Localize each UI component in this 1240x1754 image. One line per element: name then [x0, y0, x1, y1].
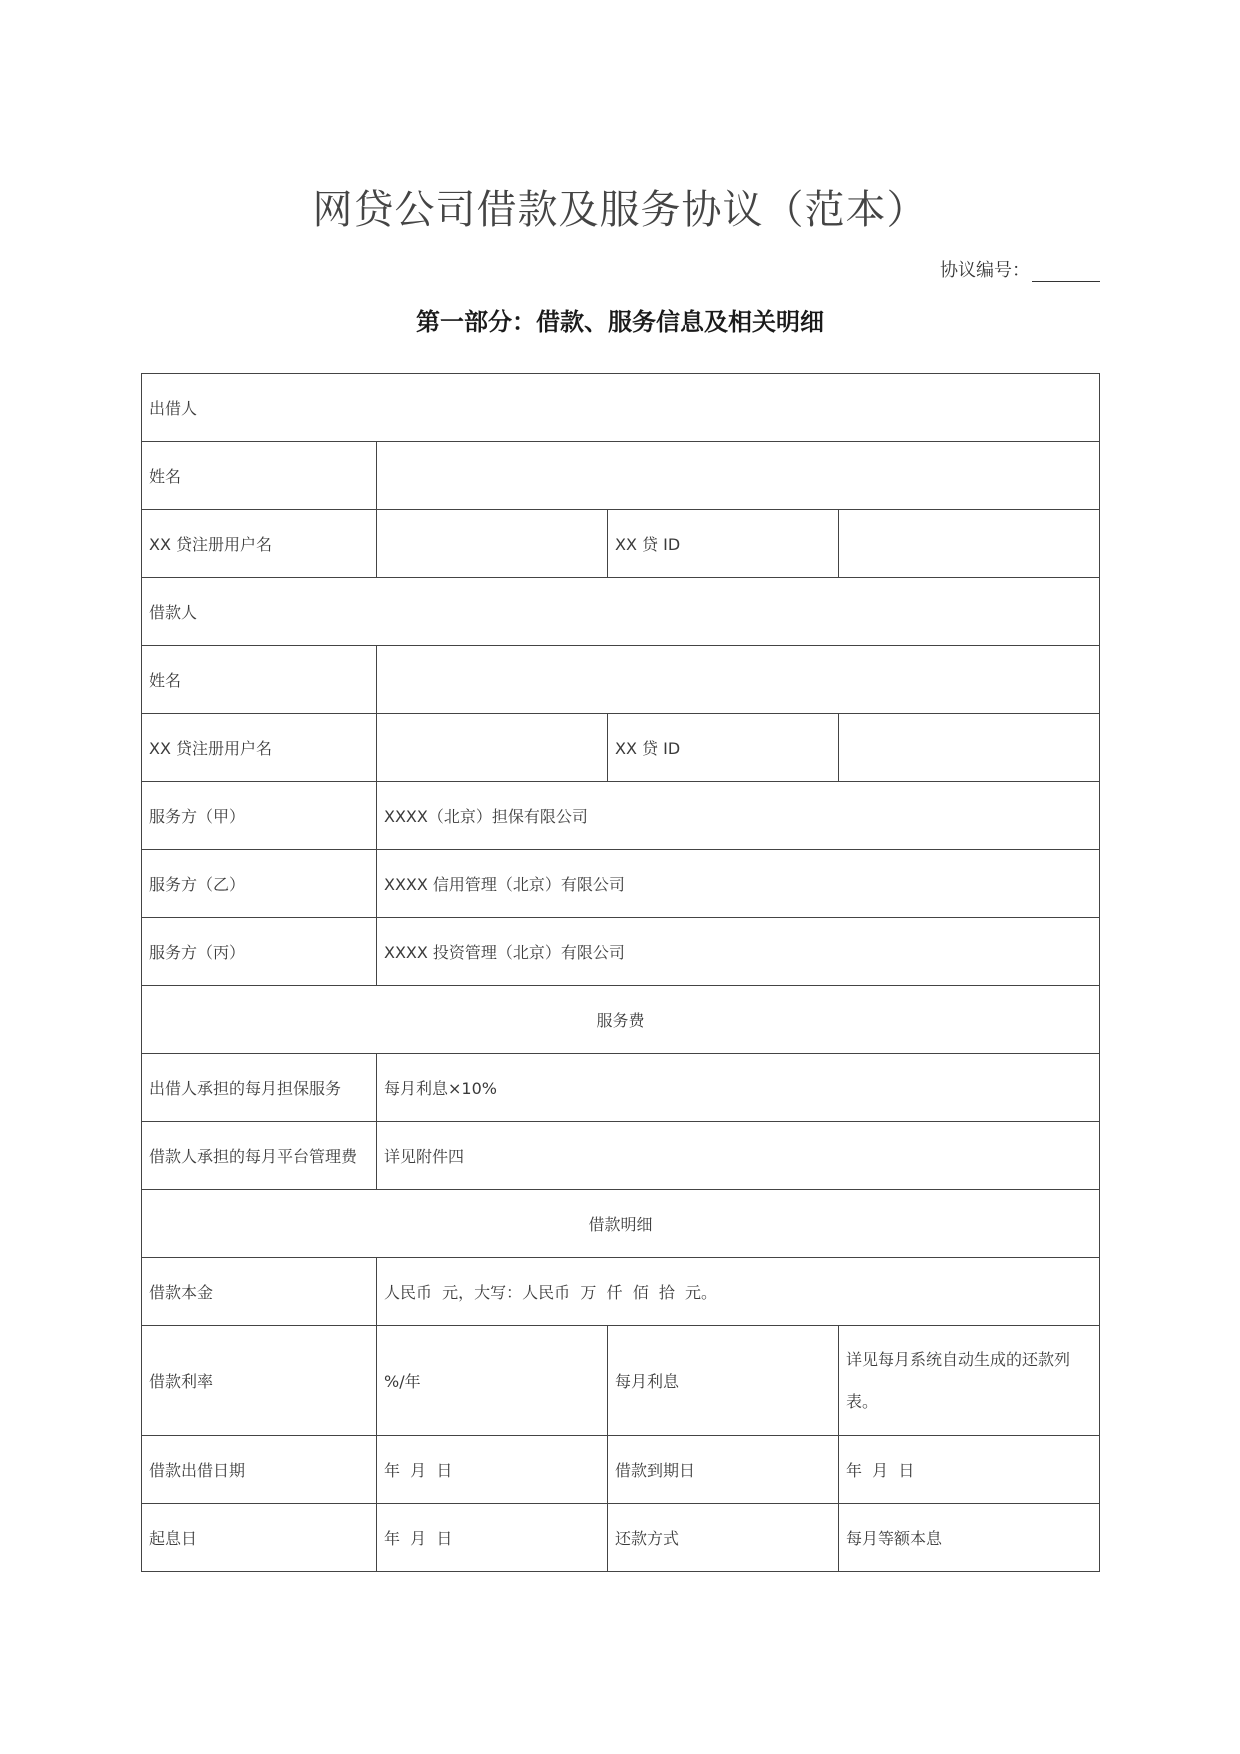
borrower-id-label: XX 贷 ID	[608, 714, 839, 782]
borrower-header: 借款人	[142, 578, 1100, 646]
repayment-value: 每月等额本息	[839, 1504, 1100, 1572]
lender-id-field[interactable]	[839, 510, 1100, 578]
table-row	[142, 986, 1100, 1054]
value-date-label: 起息日	[142, 1504, 377, 1572]
value-date-value[interactable]: 年 月 日	[377, 1504, 608, 1572]
lender-name-label: 姓名	[142, 442, 377, 510]
service-c-value: XXXX 投资管理（北京）有限公司	[377, 918, 1100, 986]
borrower-fee-value: 详见附件四	[377, 1122, 1100, 1190]
repayment-label: 还款方式	[608, 1504, 839, 1572]
principal-label: 借款本金	[142, 1258, 377, 1326]
table-row	[142, 782, 1100, 850]
borrower-username-label: XX 贷注册用户名	[142, 714, 377, 782]
table-row	[142, 578, 1100, 646]
lend-date-value[interactable]: 年 月 日	[377, 1436, 608, 1504]
service-a-label: 服务方（甲）	[142, 782, 377, 850]
table-row	[142, 850, 1100, 918]
lender-fee-value: 每月利息×10%	[377, 1054, 1100, 1122]
rate-value[interactable]: %/年	[377, 1326, 608, 1436]
borrower-name-label: 姓名	[142, 646, 377, 714]
table-row	[142, 1190, 1100, 1258]
borrower-fee-label: 借款人承担的每月平台管理费	[142, 1122, 377, 1190]
table-row	[142, 1436, 1100, 1504]
table-row	[142, 918, 1100, 986]
lender-header: 出借人	[142, 374, 1100, 442]
table-row	[142, 646, 1100, 714]
table-row	[142, 714, 1100, 782]
table-row	[142, 1122, 1100, 1190]
monthly-interest-value: 详见每月系统自动生成的还款列表。	[839, 1326, 1100, 1436]
service-b-label: 服务方（乙）	[142, 850, 377, 918]
table-row	[142, 442, 1100, 510]
service-b-value: XXXX 信用管理（北京）有限公司	[377, 850, 1100, 918]
principal-value[interactable]: 人民币 元，大写：人民币 万 仟 佰 拾 元。	[377, 1258, 1100, 1326]
borrower-name-field[interactable]	[377, 646, 1100, 714]
lender-fee-label: 出借人承担的每月担保服务	[142, 1054, 377, 1122]
table-row	[142, 374, 1100, 442]
borrower-id-field[interactable]	[839, 714, 1100, 782]
table-row	[142, 1504, 1100, 1572]
due-date-value[interactable]: 年 月 日	[839, 1436, 1100, 1504]
due-date-label: 借款到期日	[608, 1436, 839, 1504]
borrower-username-field[interactable]	[377, 714, 608, 782]
service-fee-header: 服务费	[142, 986, 1100, 1054]
lender-id-label: XX 贷 ID	[608, 510, 839, 578]
agreement-number	[940, 256, 1100, 282]
table-row	[142, 1326, 1100, 1436]
agreement-number-blank[interactable]	[1032, 263, 1100, 282]
loan-details-table	[141, 373, 1100, 1572]
service-c-label: 服务方（丙）	[142, 918, 377, 986]
rate-label: 借款利率	[142, 1326, 377, 1436]
table-row	[142, 1258, 1100, 1326]
loan-detail-header: 借款明细	[142, 1190, 1100, 1258]
lender-username-field[interactable]	[377, 510, 608, 578]
document-title: 网贷公司借款及服务协议（范本）	[312, 187, 928, 233]
monthly-interest-label: 每月利息	[608, 1326, 839, 1436]
agreement-number-label: 协议编号：	[940, 260, 1030, 281]
lender-username-label: XX 贷注册用户名	[142, 510, 377, 578]
section-title: 第一部分：借款、服务信息及相关明细	[416, 308, 824, 336]
lend-date-label: 借款出借日期	[142, 1436, 377, 1504]
table-row	[142, 510, 1100, 578]
service-a-value: XXXX（北京）担保有限公司	[377, 782, 1100, 850]
lender-name-field[interactable]	[377, 442, 1100, 510]
table-row	[142, 1054, 1100, 1122]
